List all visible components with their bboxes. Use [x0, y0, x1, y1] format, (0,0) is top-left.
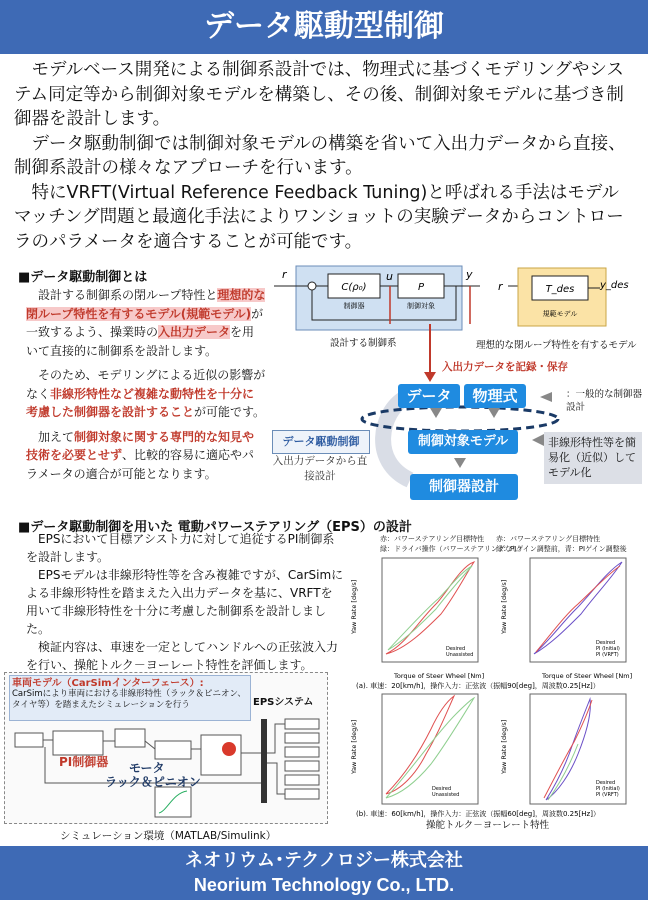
controller-label: 制御器	[343, 302, 365, 310]
nonlinear-note: 非線形特性等を簡易化（近似）してモデル化	[544, 432, 642, 484]
record-label: 入出力データを記録・保存	[442, 361, 568, 373]
legend-desired-tl: Desired	[446, 646, 466, 652]
eps-paragraph-1: EPSにおいて目標アシスト力に対して追従するPI制御系を設計します。	[26, 532, 335, 564]
legend-pi-initial-br: PI (Initial)	[596, 786, 620, 792]
chart-b-legend	[496, 534, 627, 554]
chart-top-left	[350, 558, 484, 680]
signal-r-model: r	[498, 280, 503, 293]
sim-caption: シミュレーション環境（MATLAB/Simulink）	[60, 830, 277, 842]
ddc-label: データ駆動制御	[272, 430, 370, 454]
legend-unassisted-bl: Unassisted	[432, 792, 460, 798]
intro-paragraph-1: モデルベース開発による制御系設計では、物理式に基づくモデリングやシステム同定等から制御対象モデルを構築し、その後、制御対象モデルに基づき制御器を設計します。	[14, 60, 624, 129]
plant-model-box: 制御対象モデル	[408, 430, 518, 454]
footer	[0, 846, 648, 900]
simulink-blocks	[5, 713, 327, 823]
plant-label: 制御対象	[407, 302, 435, 310]
ddc-paragraph-2: そのため、モデリングによる近似の影響がなく非線形特性など複雑な動特性を十分に考慮した制御器を設計することが可能です。	[26, 368, 266, 419]
company-name-en: Neorium Technology Co., LTD.	[193, 875, 455, 895]
company-name-jp: ネオリウム･テクノロジー株式会社	[185, 850, 463, 870]
intro-paragraph-2: データ駆動制御では制御対象モデルの構築を省いて入出力データから直接、制御系設計の様々なアプローチを行います。	[14, 133, 626, 178]
chart-bottom-left	[350, 694, 478, 804]
legend-pi-vrft-br: PI (VRFT)	[596, 792, 619, 798]
section-title-eps: ■データ駆動制御を用いた 電動パワーステアリング（EPS）の設計	[18, 520, 412, 535]
legend-desired-br: Desired	[596, 780, 616, 786]
chart-bottom-right	[500, 694, 626, 804]
yaxis-label-br: Yaw Rate [deg/s]	[500, 719, 508, 774]
xaxis-label-tl: Torque of Steer Wheel [Nm]	[394, 672, 485, 680]
vehicle-model-desc: CarSimにより車両における非線形特性（ラック＆ピニオン、タイヤ等）を踏まえたシミュレーションを行う	[12, 689, 246, 710]
signal-u: u	[386, 270, 393, 283]
legend-pi-vrft-tr: PI (VRFT)	[596, 652, 619, 658]
chart-b-legend-1: 赤：パワーステアリング目標特性	[496, 535, 601, 543]
section-title-ddc: ■データ駆動制御とは	[18, 270, 148, 285]
legend-desired-tr: Desired	[596, 640, 616, 646]
motor-label: モータ	[129, 761, 165, 775]
sum-junction	[308, 282, 316, 290]
charts-panel	[346, 554, 644, 830]
plant-symbol: P	[417, 282, 425, 293]
caption-b: (b). 車速：60[km/h]，操作入力：正弦波（振幅60[deg]，周波数0.25[Hz]）	[356, 810, 600, 818]
caption-main: 操舵トルク－ヨーレート特性	[426, 820, 550, 830]
eps-paragraph-2: EPSモデルは非線形特性等を含み複雑ですが、CarSimによる非線形特性を踏まえた入出力データを基に、VRFTを用いて非線形特性を十分に考慮した制御系を設計しました。	[26, 568, 344, 636]
yaxis-label-bl: Yaw Rate [deg/s]	[350, 719, 358, 774]
chart-b-legend-2: 緑：PIゲイン調整前，青：PIゲイン調整後	[496, 545, 627, 553]
signal-r: r	[282, 268, 287, 281]
signal-y: y	[466, 268, 473, 281]
yaxis-label-tl: Yaw Rate [deg/s]	[350, 579, 358, 634]
legend-pi-initial-tr: PI (Initial)	[596, 646, 620, 652]
controller-design-box: 制御器設計	[410, 474, 518, 500]
reference-model-label: 規範モデル	[542, 310, 578, 318]
eps-system-label: EPSシステム	[253, 697, 314, 708]
direct-design-label: 入出力データから直接設計	[272, 455, 368, 482]
eps-paragraph-3: 検証内容は、車速を一定としてハンドルへの正弦波入力を行い、操舵トルク－ヨーレート特性を評価します。	[26, 640, 339, 672]
signal-ydes: y_des	[600, 280, 629, 291]
section-eps-text	[26, 530, 344, 674]
vehicle-model-title: 車両モデル（CarSimインターフェース）:	[12, 678, 204, 689]
general-design-label: ：一般的な制御器設計	[566, 389, 643, 413]
ideal-model-label: 理想的な閉ループ特性を有するモデル	[476, 340, 637, 351]
legend-unassisted-tl: Unassisted	[446, 652, 474, 658]
yaxis-label-tr: Yaw Rate [deg/s]	[500, 579, 508, 634]
ddc-paragraph-3: 加えて制御対象に関する専門的な知見や技術を必要とせず、比較的容易に適応やパラメータの適合が可能となります。	[26, 429, 255, 481]
intro-text	[14, 58, 634, 254]
section-ddc-text	[26, 286, 266, 489]
legend-desired-bl: Desired	[432, 786, 452, 792]
data-box: データ	[398, 384, 460, 408]
intro-paragraph-3: 特にVRFT(Virtual Reference Feedback Tuning)と呼ばれる手法はモデルマッチング問題と最適化手法によりワンショットの実験データからコントローラのパラメータを適合することが可能です。	[14, 182, 624, 252]
designed-system-label: 設計する制御系	[330, 338, 397, 349]
rack-pinion-label: ラック＆ピニオン	[105, 775, 201, 789]
caption-a: (a). 車速：20[km/h]，操作入力：正弦波（振幅90[deg]，周波数0.25[Hz]）	[356, 682, 600, 690]
controller-symbol: C(ρ₀)	[341, 282, 367, 293]
ddc-paragraph-1: 設計する制御系の閉ループ特性と理想的な閉ループ特性を有するモデル(規範モデル)が一致するよう、操業時の入出力データを用いて直接的に制御系を設計します。	[26, 288, 266, 358]
simulink-diagram	[4, 672, 328, 824]
reference-model-symbol: T_des	[545, 284, 575, 295]
chart-a-legend-1: 赤：パワーステアリング目標特性	[380, 535, 485, 543]
xaxis-label-tr: Torque of Steer Wheel [Nm]	[542, 672, 633, 680]
page-title: データ駆動型制御	[0, 0, 648, 54]
chart-top-right	[500, 558, 632, 680]
pi-controller-label: PI制御器	[59, 755, 109, 769]
physics-box: 物理式	[464, 384, 526, 408]
chart-a-legend-2: 緑：ドライバ操作（パワーステアリングなし）	[380, 545, 526, 553]
